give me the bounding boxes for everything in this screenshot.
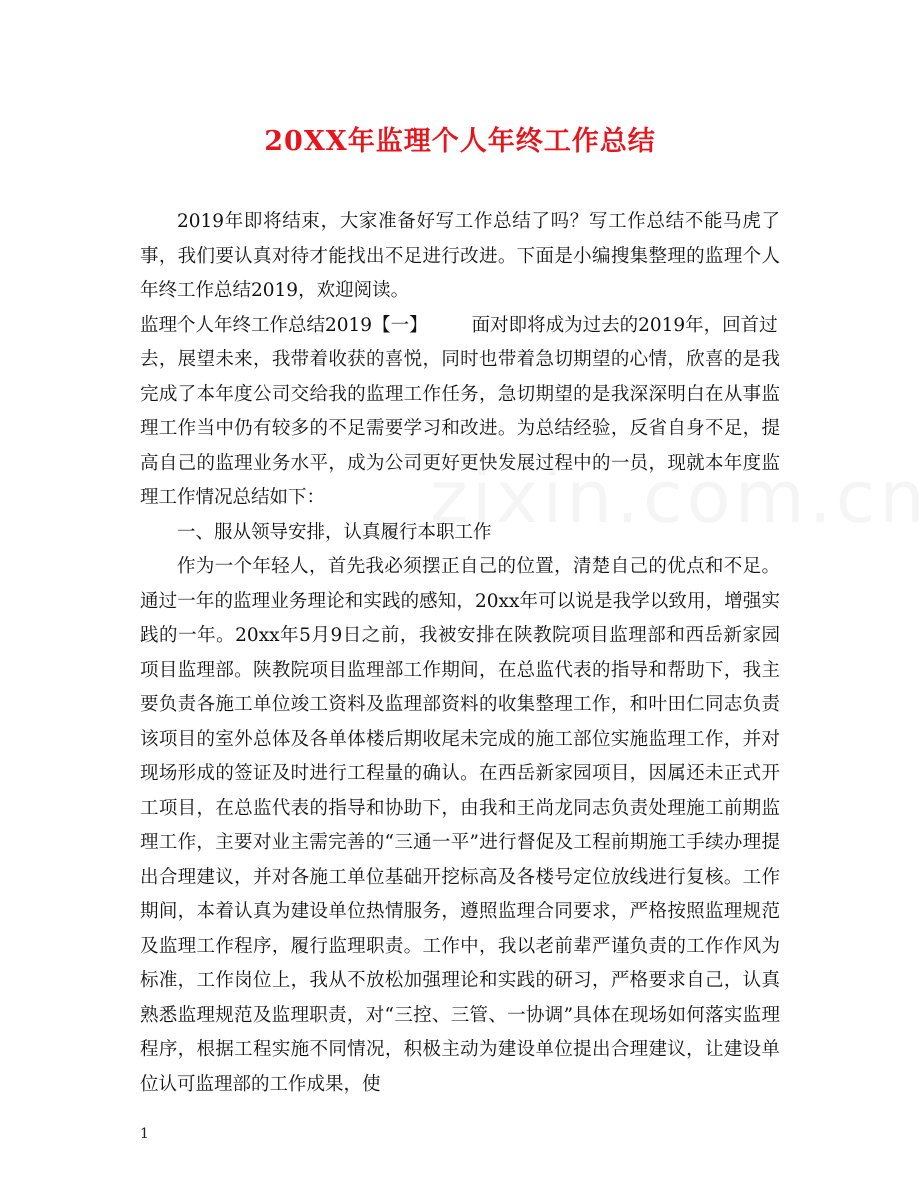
section-heading-line bbox=[140, 309, 780, 344]
document-body bbox=[140, 205, 780, 1102]
paragraph-1: 作为一个年轻人，首先我必须摆正自己的位置，清楚自己的优点和不足。通过一年的监理业务理论和实践的感知，20xx年可以说是我学以致用，增强实践的一年。20xx年5月9日之前，我被安排在陕教院项目监理部和西岳新家园项目监理部。陕教院项目监理部工作期间，在总监代表的指导和帮助下，我主要负责各施工单位竣工资料及监理部资料的收集整理工作，和叶田仁同志负责该项目的室外总体及各单体楼后期收尾未完成的施工部位实施监理工作，并对现场形成的签证及时进行工程量的确认。在西岳新家园项目，因属还未正式开工项目，在总监代表的指导和协助下，由我和王尚龙同志负责处理施工前期监理工作，主要对业主需完善的“三通一平”进行督促及工程前期施工手续办理提出合理建议，并对各施工单位基础开挖标高及各楼号定位放线进行复核。工作期间，本着认真为建设单位热情服务，遵照监理合同要求，严格按照监理规范及监理工作程序，履行监理职责。工作中，我以老前辈严谨负责的工作作风为标准，工作岗位上，我从不放松加强理论和实践的研习，严格要求自己，认真熟悉监理规范及监理职责，对“三控、三管、一协调”具体在现场如何落实监理程序，根据工程实施不同情况，积极主动为建设单位提出合理建议，让建设单位认可监理部的工作成果，使 bbox=[140, 556, 780, 1095]
document-title: 20XX年监理个人年终工作总结 bbox=[264, 126, 656, 157]
heading-1: 一、服从领导安排，认真履行本职工作 bbox=[177, 521, 492, 543]
section-lead: 面对即将成为过去的2019年，回首过 bbox=[471, 314, 778, 336]
page-number: 1 bbox=[140, 1126, 149, 1142]
section-label: 监理个人年终工作总结2019【一】 bbox=[140, 314, 428, 336]
section-body-paragraph: 去，展望未来，我带着收获的喜悦，同时也带着急切期望的心情，欣喜的是我完成了本年度公司交给我的监理工作任务，急切期望的是我深深明白在从事监理工作当中仍有较多的不足需要学习和改进。为总结经验，反省自身不足，提高自己的监理业务水平，成为公司更好更快发展过程中的一员，现就本年度监理工作情况总结如下： bbox=[140, 349, 780, 508]
intro-paragraph: 2019年即将结束，大家准备好写工作总结了吗？写工作总结不能马虎了事，我们要认真对待才能找出不足进行改进。下面是小编搜集整理的监理个人年终工作总结2019，欢迎阅读。 bbox=[140, 211, 780, 301]
